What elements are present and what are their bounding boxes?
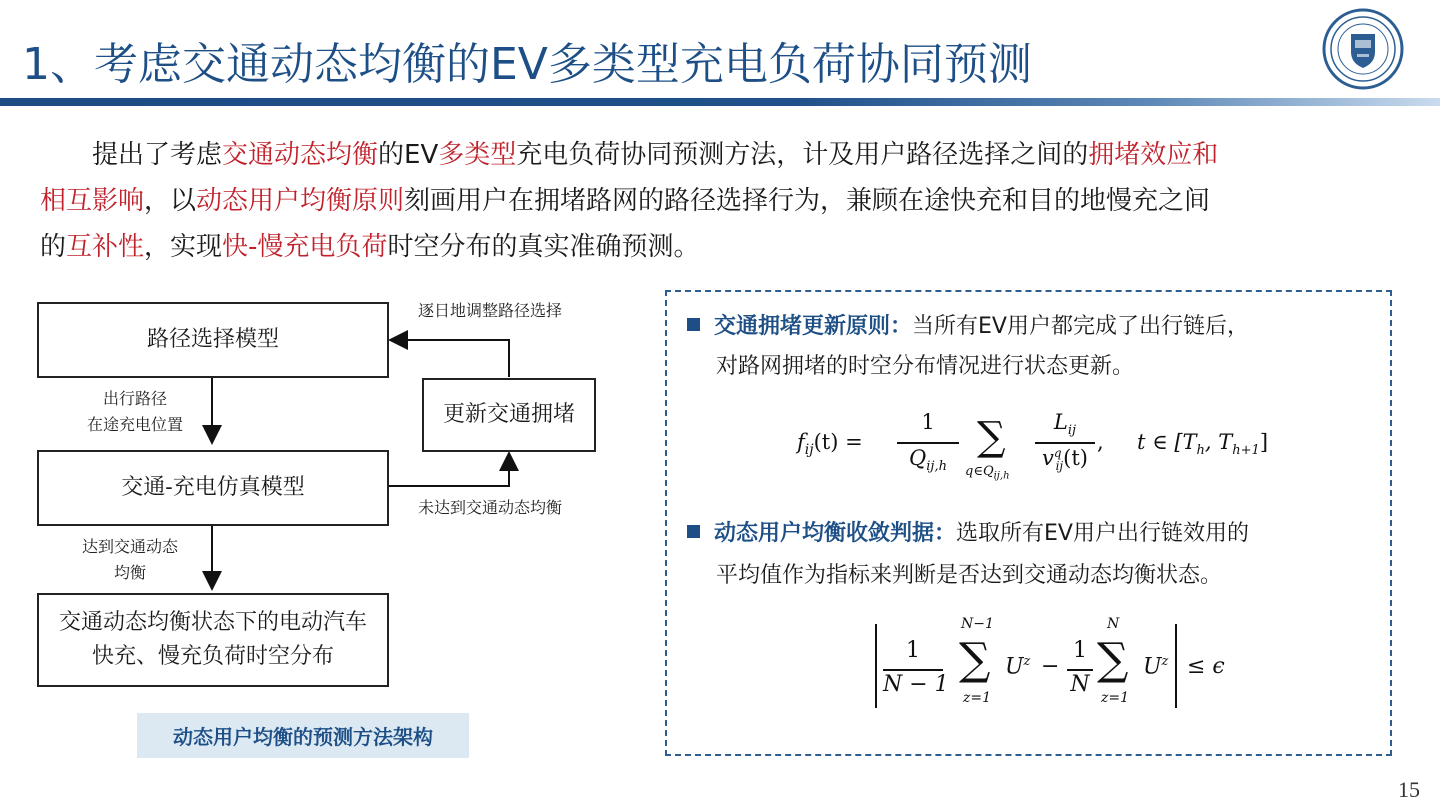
u-sup: z [1161, 654, 1169, 669]
frac2-num: L [1053, 410, 1068, 434]
u-term: U [1005, 654, 1024, 680]
sum2-symbol: ∑ [1097, 634, 1129, 685]
frac1-num: 1 [921, 410, 935, 434]
congestion-update-text-cont: 对路网拥堵的时空分布情况进行状态更新。 [716, 354, 1135, 379]
sum-sub-sub: ij,h [993, 470, 1010, 482]
route-choice-model-box [37, 302, 389, 378]
intro-seg: 提出了考虑 [92, 140, 223, 170]
bullet-square-icon [687, 318, 700, 331]
frac1-num: 1 [906, 638, 920, 663]
relation: ≤ ϵ [1187, 654, 1225, 679]
flowchart-caption: 动态用户均衡的预测方法架构 [137, 713, 469, 758]
intro-highlight: 多类型 [438, 140, 517, 170]
sum1-symbol: ∑ [959, 634, 991, 685]
due-convergence-text: 选取所有EV用户出行链效用的 [956, 521, 1249, 546]
intro-line-1 [40, 132, 1410, 178]
intro-seg: 刻画用户在拥堵路网的路径选择行为，兼顾在途快充和目的地慢充之间 [404, 186, 1211, 216]
reached-label [55, 534, 205, 586]
update-congestion-box [422, 378, 596, 452]
intro-paragraph [40, 132, 1410, 270]
university-logo-icon [1322, 8, 1404, 90]
congestion-update-heading: 交通拥堵更新原则： [714, 314, 913, 339]
route-output-line-1: 出行路径 [102, 389, 167, 408]
result-line-2: 快充、慢充负荷时空分布 [91, 644, 334, 669]
intro-seg: 的 [40, 232, 67, 262]
intro-seg: ，实现 [144, 232, 223, 262]
route-output-line-2: 在途充电位置 [86, 415, 183, 434]
slide-title: 1、考虑交通动态均衡的EV多类型充电负荷协同预测 [22, 39, 1032, 90]
sum2-top: N [1107, 616, 1120, 632]
due-convergence-item [687, 514, 1249, 554]
due-convergence-text-cont: 平均值作为指标来判断是否达到交通动态均衡状态。 [716, 563, 1223, 588]
traffic-charging-sim-box [37, 450, 389, 526]
result-distribution-box [37, 593, 389, 687]
intro-seg: 充电负荷协同预测方法，计及用户路径选择之间的 [516, 140, 1089, 170]
f-symbol: f [797, 430, 805, 454]
sum1-top: N−1 [961, 616, 994, 632]
congestion-update-item [687, 307, 1249, 347]
frac2-bar [1035, 442, 1095, 444]
route-choice-model-label: 路径选择模型 [146, 327, 279, 352]
intro-highlight: 快-慢充电负荷 [222, 232, 388, 262]
frac1-bar [897, 442, 959, 444]
bullet-square-icon [687, 525, 700, 538]
traffic-charging-sim-label: 交通-充电仿真模型 [121, 475, 305, 500]
due-convergence-heading: 动态用户均衡收敛判据： [714, 521, 957, 546]
abs-right-bar [1175, 624, 1177, 708]
reached-line-2: 均衡 [113, 563, 146, 582]
reached-line-1: 达到交通动态 [81, 537, 178, 556]
sum-symbol: ∑ [977, 414, 1006, 460]
intro-highlight: 交通动态均衡 [222, 140, 379, 170]
frac2-num: 1 [1073, 638, 1087, 663]
sum1-bot: z=1 [963, 690, 992, 706]
comma: , [1097, 430, 1104, 454]
intro-seg: ，以 [144, 186, 197, 216]
abs-left-bar [875, 624, 877, 708]
page-number: 15 [1398, 777, 1420, 802]
frac2-den-sub: ij [1055, 459, 1064, 474]
intro-highlight: 动态用户均衡原则 [196, 186, 405, 216]
frac1-den: Q [909, 446, 927, 470]
u-term: U [1143, 654, 1162, 680]
title-underline [0, 98, 1440, 106]
not-reached-label: 未达到交通动态均衡 [418, 498, 563, 517]
intro-seg: 的EV [378, 140, 439, 170]
domain-end: ] [1259, 430, 1269, 454]
flowchart [0, 290, 640, 760]
intro-highlight: 互补性 [66, 232, 145, 262]
domain-start: t ∈ [T [1137, 430, 1197, 454]
route-output-label [60, 386, 210, 438]
frac1-den-sub: ij,h [926, 459, 947, 475]
frac1-den: N − 1 [883, 672, 949, 697]
frac2-den-arg: (t) [1063, 446, 1088, 470]
intro-highlight: 相互影响 [40, 186, 145, 216]
sum2-bot: z=1 [1101, 690, 1130, 706]
frac2-den: N [1070, 672, 1090, 697]
result-line-1: 交通动态均衡状态下的电动汽车 [58, 610, 367, 635]
frac2-bar [1067, 669, 1093, 671]
intro-line-2 [40, 178, 1410, 224]
minus-sign: − [1041, 654, 1060, 679]
domain-sub1: h [1196, 443, 1205, 459]
convergence-formula [875, 614, 1275, 714]
f-sub: ij [804, 442, 814, 459]
frac2-den-sup: q [1053, 446, 1062, 460]
domain-sub2: h+1 [1232, 443, 1260, 459]
principles-panel [665, 290, 1392, 756]
frac2-num-sub: ij [1067, 423, 1077, 439]
sum-sub: q∈Q [965, 464, 994, 479]
frac2-den: v [1042, 446, 1054, 470]
frac1-bar [883, 669, 943, 671]
u-sup: z [1023, 654, 1031, 669]
f-arg: (t) = [813, 430, 863, 454]
congestion-formula [797, 404, 1317, 484]
intro-seg: 时空分布的真实准确预测。 [387, 232, 700, 262]
daily-adjust-label: 逐日地调整路径选择 [418, 301, 563, 320]
update-congestion-label: 更新交通拥堵 [442, 402, 575, 427]
congestion-update-text: 当所有EV用户都完成了出行链后， [912, 314, 1249, 339]
intro-line-3 [40, 224, 1410, 270]
intro-highlight: 拥堵效应和 [1088, 140, 1219, 170]
domain-mid: , T [1204, 430, 1233, 454]
